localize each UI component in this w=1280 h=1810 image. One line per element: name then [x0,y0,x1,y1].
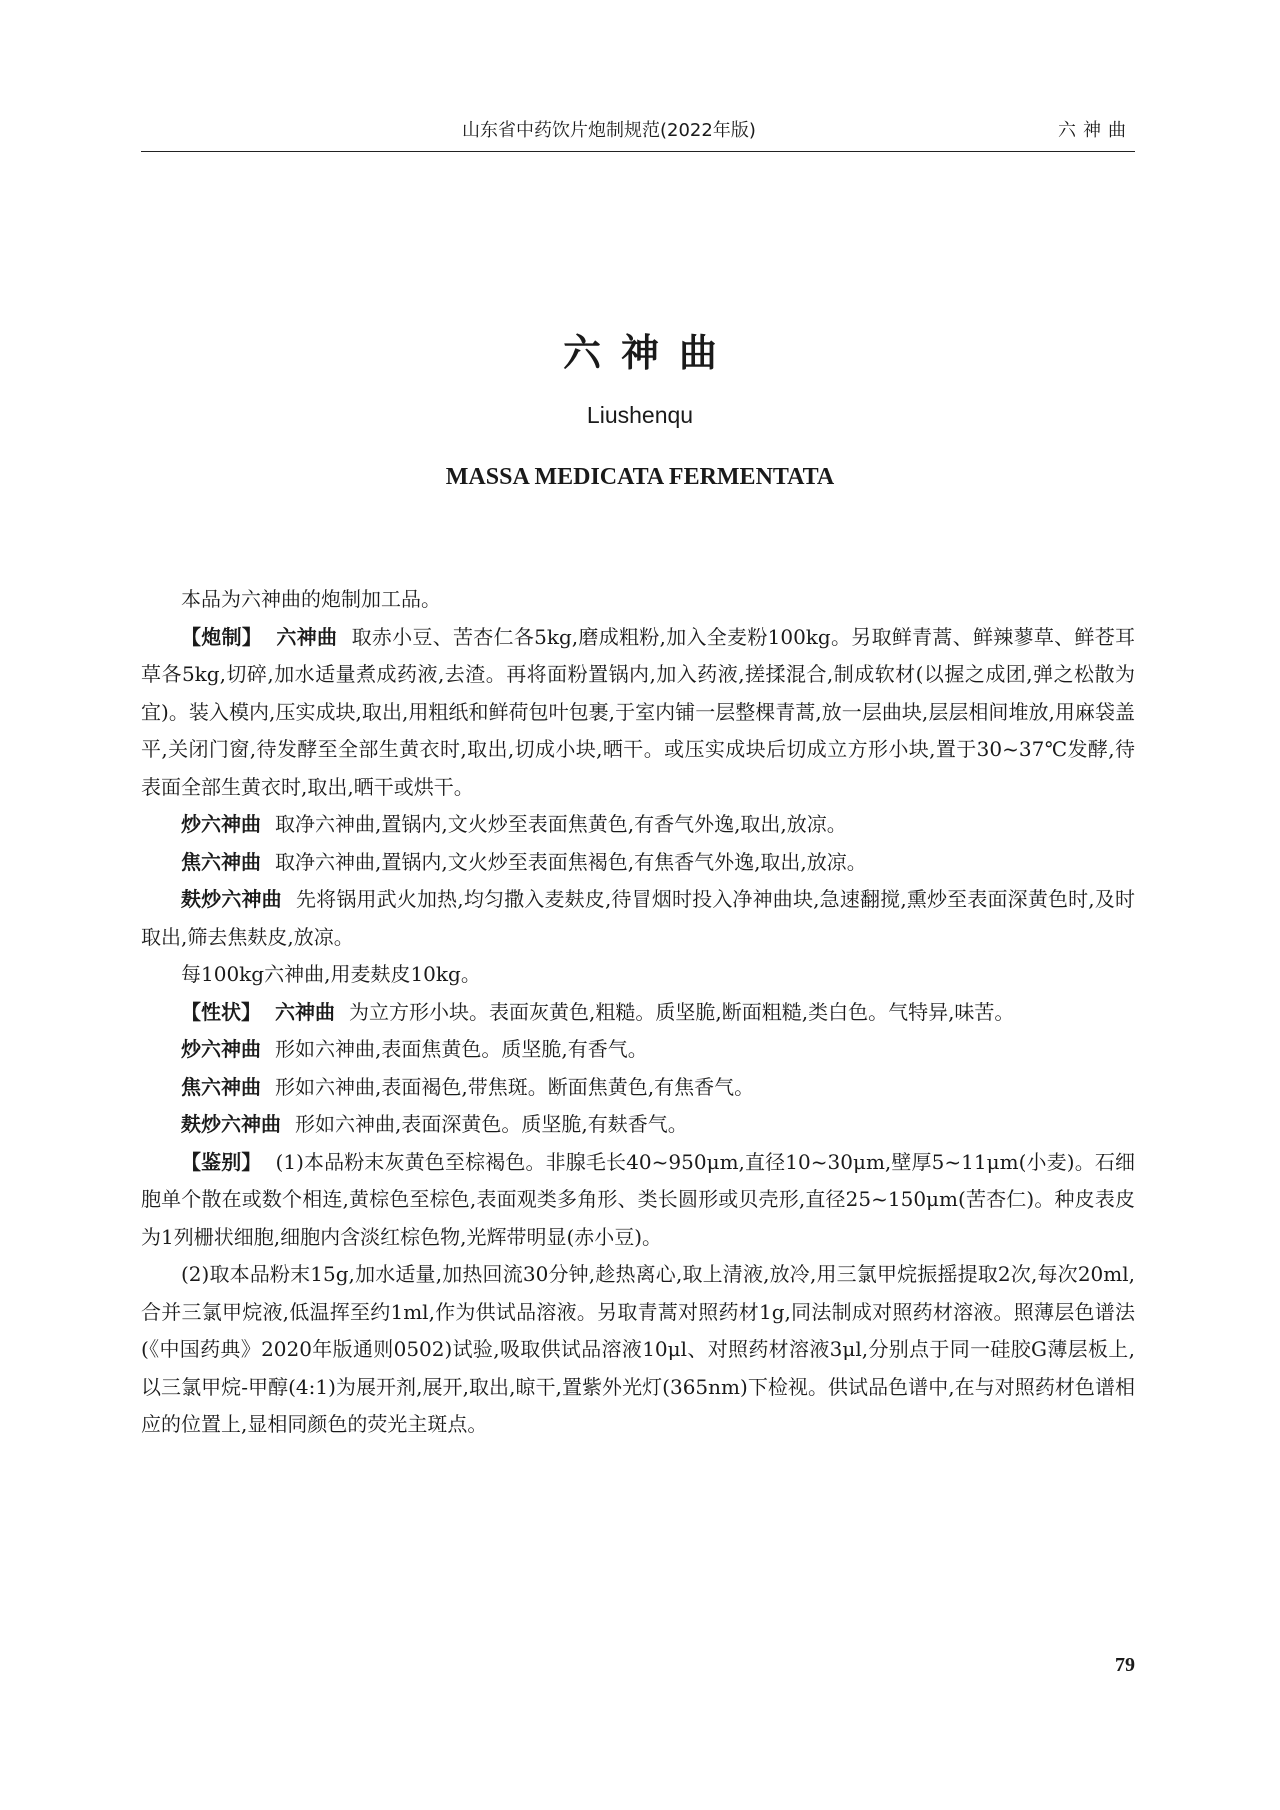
identification-paragraph-1 [141,1144,1135,1257]
intro-paragraph: 本品为六神曲的炮制加工品。 [181,587,441,611]
entry-latin-name: MASSA MEDICATA FERMENTATA [445,464,835,490]
processing-bran-fried-text: 先将锅用武火加热,均匀撒入麦麸皮,待冒烟时投入净神曲块,急速翻搅,熏炒至表面深黄色时,及时取出,筛去焦麸皮,放凉。 [141,887,1135,949]
description-stir-fried-paragraph [141,1031,1135,1069]
term-chao-liushenqu: 炒六神曲 [181,812,261,836]
entry-title: 六神曲 [562,331,737,375]
section-label-description: 【性状】 [181,999,261,1024]
running-entry-name: 六神曲 [1058,120,1133,141]
processing-bran-fried-paragraph [141,881,1135,956]
processing-stir-fried-paragraph [141,806,1135,844]
identification-microscopy-text: (1)本品粉末灰黄色至棕褐色。非腺毛长40~950μm,直径10~30μm,壁厚5~11μm(小麦)。石细胞单个散在或数个相连,黄棕色至棕色,表面观类多角形、类长圆形或贝壳形,直径25~150μm(苦杏仁)。种皮表皮为1列栅状细胞,细胞内含淡红棕色物,光辉带明显(赤小豆)。 [141,1149,1135,1249]
term-jiao-liushenqu: 焦六神曲 [181,849,261,874]
entry-pinyin: Liushenqu [586,402,694,428]
section-label-identification: 【鉴别】 [181,1149,262,1174]
description-paragraph [141,994,1135,1032]
identification-paragraph-2: (2)取本品粉末15g,加水适量,加热回流30分钟,趁热离心,取上清液,放冷,用三氯甲烷振摇提取2次,每次20ml,合并三氯甲烷液,低温挥至约1ml,作为供试品溶液。另取青蒿对照药材1g,同法制成对照药材溶液。照薄层色谱法(《中国药典》2020年版通则0502)试验,吸取供试品溶液10μl、对照药材溶液3μl,分别点于同一硅胶G薄层板上,以三氯甲烷-甲醇(4:1)为展开剂,展开,取出,晾干,置紫外光灯(365nm)下检视。供试品色谱中,在与对照药材色谱相应的位置上,显相同颜色的荧光主斑点。 [141,1262,1135,1436]
description-liushenqu-text: 为立方形小块。表面灰黄色,粗糙。质坚脆,断面粗糙,类白色。气特异,味苦。 [349,999,1015,1024]
description-stir-fried-text: 形如六神曲,表面焦黄色。质坚脆,有香气。 [275,1037,648,1061]
processing-charred-paragraph [141,844,1135,882]
processing-note: 每100kg六神曲,用麦麸皮10kg。 [181,962,481,986]
processing-charred-text: 取净六神曲,置锅内,文火炒至表面焦褐色,有焦香气外逸,取出,放凉。 [275,849,867,874]
term-fuchao-liushenqu: 麸炒六神曲 [181,887,282,911]
description-charred-paragraph [141,1069,1135,1107]
monograph-body [141,581,1135,1444]
term-jiao-liushenqu-desc: 焦六神曲 [181,1074,261,1099]
term-fuchao-liushenqu-desc: 麸炒六神曲 [181,1112,281,1136]
running-head [141,110,1135,140]
section-label-processing: 【炮制】 [181,624,263,649]
processing-liushenqu-text: 取赤小豆、苦杏仁各5kg,磨成粗粉,加入全麦粉100kg。另取鲜青蒿、鲜辣蓼草、鲜苍耳草各5kg,切碎,加水适量煮成药液,去渣。再将面粉置锅内,加入药液,搓揉混合,制成软材(以握之成团,弹之松散为宜)。装入模内,压实成块,取出,用粗纸和鲜荷包叶包裹,于室内铺一层整棵青蒿,放一层曲块,层层相间堆放,用麻袋盖平,关闭门窗,待发酵至全部生黄衣时,取出,切成小块,晒干。或压实成块后切成立方形小块,置于30~37℃发酵,待表面全部生黄衣时,取出,晒干或烘干。 [141,624,1135,799]
processing-paragraph [141,619,1135,807]
page-number: 79 [1115,1654,1135,1676]
processing-stir-fried-text: 取净六神曲,置锅内,文火炒至表面焦黄色,有香气外逸,取出,放凉。 [275,812,847,836]
term-chao-liushenqu-desc: 炒六神曲 [181,1037,261,1061]
header-rule [141,151,1135,152]
book-title: 山东省中药饮片炮制规范(2022年版) [462,120,756,141]
description-charred-text: 形如六神曲,表面褐色,带焦斑。断面焦黄色,有焦香气。 [275,1074,755,1099]
description-bran-fried-text: 形如六神曲,表面深黄色。质坚脆,有麸香气。 [295,1112,688,1136]
term-liushenqu: 六神曲 [276,624,338,649]
term-liushenqu-desc: 六神曲 [275,999,335,1024]
description-bran-fried-paragraph [141,1106,1135,1144]
